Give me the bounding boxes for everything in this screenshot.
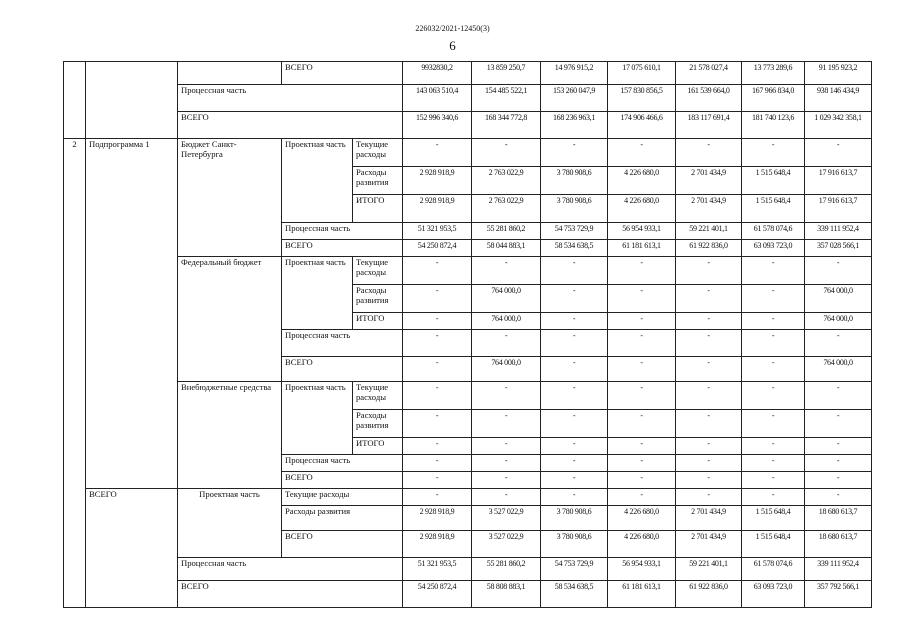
value-cell: 764 000,0 (805, 357, 872, 382)
value-cell: - (742, 382, 805, 410)
value-cell: - (541, 257, 608, 285)
table-row (64, 85, 872, 112)
value-cell: 3 780 908,6 (541, 506, 608, 531)
value-cell: - (742, 438, 805, 455)
row-label: Процессная часть (282, 223, 403, 240)
value-cell: 17 075 610,1 (608, 62, 676, 85)
project-part-label: Проектная часть (282, 257, 353, 330)
project-part-label: Проектная часть (282, 139, 353, 223)
value-cell: 183 117 691,4 (676, 112, 742, 139)
value-cell: - (403, 285, 472, 313)
value-cell: - (541, 489, 608, 506)
value-cell: 357 028 566,1 (805, 240, 872, 257)
value-cell: - (805, 410, 872, 438)
value-cell: 2 763 022,9 (472, 167, 541, 195)
value-cell: 4 226 680,0 (608, 506, 676, 531)
value-cell: - (742, 455, 805, 472)
value-cell: - (608, 357, 676, 382)
row-label: ВСЕГО (282, 472, 403, 489)
value-cell: 63 093 723,0 (742, 240, 805, 257)
table-row (64, 489, 872, 506)
row-label: Процессная часть (178, 85, 403, 112)
value-cell: 167 966 834,0 (742, 85, 805, 112)
value-cell: 152 996 340,6 (403, 112, 472, 139)
value-cell: 14 976 915,2 (541, 62, 608, 85)
value-cell: 91 195 923,2 (805, 62, 872, 85)
value-cell: - (472, 472, 541, 489)
value-cell: - (403, 489, 472, 506)
value-cell: 2 928 918,9 (403, 531, 472, 558)
value-cell: - (805, 472, 872, 489)
row-label: ВСЕГО (178, 581, 403, 608)
value-cell: 154 485 522,1 (472, 85, 541, 112)
value-cell: 2 701 434,9 (676, 195, 742, 223)
value-cell: - (676, 257, 742, 285)
value-cell: - (805, 438, 872, 455)
row-label: Расходы развития (353, 410, 403, 438)
value-cell: 764 000,0 (472, 313, 541, 330)
empty-cell (86, 62, 178, 139)
value-cell: 161 539 664,0 (676, 85, 742, 112)
value-cell: 1 515 648,4 (742, 167, 805, 195)
row-label: Процессная часть (178, 558, 403, 581)
value-cell: 51 321 953,5 (403, 558, 472, 581)
value-cell: 181 740 123,6 (742, 112, 805, 139)
row-label: ИТОГО (353, 195, 403, 223)
value-cell: - (541, 438, 608, 455)
value-cell: - (541, 285, 608, 313)
value-cell: 54 753 729,9 (541, 223, 608, 240)
value-cell: - (472, 139, 541, 167)
value-cell: 764 000,0 (472, 357, 541, 382)
value-cell: - (608, 257, 676, 285)
value-cell: - (541, 472, 608, 489)
value-cell: - (742, 139, 805, 167)
value-cell: - (541, 139, 608, 167)
value-cell: 54 250 872,4 (403, 240, 472, 257)
value-cell: 174 906 466,6 (608, 112, 676, 139)
value-cell: - (676, 285, 742, 313)
value-cell: - (403, 313, 472, 330)
value-cell: - (742, 285, 805, 313)
value-cell: - (742, 410, 805, 438)
row-label: ИТОГО (353, 438, 403, 455)
value-cell: 61 922 836,0 (676, 581, 742, 608)
value-cell: - (676, 357, 742, 382)
value-cell: - (608, 438, 676, 455)
value-cell: - (608, 382, 676, 410)
row-label: ИТОГО (353, 313, 403, 330)
value-cell: 61 922 836,0 (676, 240, 742, 257)
value-cell: - (541, 313, 608, 330)
row-label: ВСЕГО (282, 357, 403, 382)
document-id: 226032/2021-12450(3) (415, 24, 490, 33)
row-label: Текущие расходы (353, 139, 403, 167)
value-cell: - (676, 455, 742, 472)
value-cell: 1 029 342 358,1 (805, 112, 872, 139)
budget-table (63, 61, 872, 608)
row-label: ВСЕГО (282, 62, 403, 85)
row-number: 2 (64, 139, 86, 608)
value-cell: - (676, 410, 742, 438)
row-label: Процессная часть (282, 455, 403, 472)
value-cell: 51 321 953,5 (403, 223, 472, 240)
value-cell: 1 515 648,4 (742, 506, 805, 531)
value-cell: - (742, 357, 805, 382)
row-label: Процессная часть (282, 330, 403, 357)
value-cell: - (608, 489, 676, 506)
value-cell: 3 780 908,6 (541, 195, 608, 223)
value-cell: 2 928 918,9 (403, 195, 472, 223)
value-cell: - (676, 382, 742, 410)
source-label: Федеральный бюджет (178, 257, 282, 382)
value-cell: - (676, 472, 742, 489)
value-cell: 58 044 883,1 (472, 240, 541, 257)
value-cell: - (805, 330, 872, 357)
value-cell: 58 534 638,5 (541, 581, 608, 608)
value-cell: - (805, 139, 872, 167)
value-cell: - (403, 455, 472, 472)
value-cell: 2 928 918,9 (403, 167, 472, 195)
value-cell: 58 534 638,5 (541, 240, 608, 257)
value-cell: 59 221 401,1 (676, 558, 742, 581)
value-cell: 17 916 613,7 (805, 195, 872, 223)
value-cell: 339 111 952,4 (805, 223, 872, 240)
value-cell: 58 808 883,1 (472, 581, 541, 608)
row-label: ВСЕГО (282, 531, 403, 558)
value-cell: 13 773 289,6 (742, 62, 805, 85)
value-cell: 59 221 401,1 (676, 223, 742, 240)
value-cell: 168 236 963,1 (541, 112, 608, 139)
value-cell: - (403, 410, 472, 438)
value-cell: 2 928 918,9 (403, 506, 472, 531)
value-cell: 55 281 860,2 (472, 223, 541, 240)
value-cell: - (676, 313, 742, 330)
value-cell: - (676, 139, 742, 167)
value-cell: 2 763 022,9 (472, 195, 541, 223)
value-cell: 3 527 022,9 (472, 531, 541, 558)
value-cell: - (676, 489, 742, 506)
table-row (64, 257, 872, 285)
row-label: Текущие расходы (353, 257, 403, 285)
table-row (64, 558, 872, 581)
value-cell: 3 780 908,6 (541, 167, 608, 195)
value-cell: 61 578 074,6 (742, 558, 805, 581)
table-row (64, 112, 872, 139)
value-cell: 17 916 613,7 (805, 167, 872, 195)
row-label: Расходы развития (353, 285, 403, 313)
value-cell: - (805, 257, 872, 285)
value-cell: - (608, 410, 676, 438)
value-cell: - (472, 257, 541, 285)
value-cell: - (742, 313, 805, 330)
value-cell: 18 680 613,7 (805, 506, 872, 531)
value-cell: 357 792 566,1 (805, 581, 872, 608)
value-cell: - (805, 489, 872, 506)
value-cell: - (403, 357, 472, 382)
value-cell: 1 515 648,4 (742, 195, 805, 223)
value-cell: - (608, 313, 676, 330)
project-part-label: Проектная часть (178, 489, 282, 558)
table-row (64, 62, 872, 85)
value-cell: - (805, 382, 872, 410)
empty-cell (178, 62, 282, 85)
page-number: 6 (449, 38, 456, 53)
table-row (64, 382, 872, 410)
value-cell: - (608, 285, 676, 313)
value-cell: - (403, 139, 472, 167)
value-cell: - (541, 382, 608, 410)
value-cell: 2 701 434,9 (676, 167, 742, 195)
value-cell: 13 859 250,7 (472, 62, 541, 85)
value-cell: - (676, 438, 742, 455)
value-cell: 61 578 074,6 (742, 223, 805, 240)
table-row (64, 139, 872, 167)
value-cell: - (742, 330, 805, 357)
value-cell: - (742, 489, 805, 506)
total-block-label: ВСЕГО (86, 489, 178, 608)
empty-cell (64, 62, 86, 139)
value-cell: 55 281 860,2 (472, 558, 541, 581)
value-cell: - (472, 455, 541, 472)
value-cell: 2 701 434,9 (676, 531, 742, 558)
value-cell: - (742, 472, 805, 489)
row-label: Расходы развития (353, 167, 403, 195)
subprogram-name: Подпрограмма 1 (86, 139, 178, 489)
value-cell: 18 680 613,7 (805, 531, 872, 558)
value-cell: - (805, 455, 872, 472)
value-cell: 61 181 613,1 (608, 240, 676, 257)
value-cell: 157 830 856,5 (608, 85, 676, 112)
project-part-label: Проектная часть (282, 382, 353, 455)
value-cell: 61 181 613,1 (608, 581, 676, 608)
value-cell: - (472, 438, 541, 455)
source-label: Внебюджетные средства (178, 382, 282, 489)
value-cell: 3 527 022,9 (472, 506, 541, 531)
value-cell: 56 954 933,1 (608, 558, 676, 581)
value-cell: 764 000,0 (472, 285, 541, 313)
value-cell: - (608, 455, 676, 472)
value-cell: 63 093 723,0 (742, 581, 805, 608)
value-cell: - (608, 139, 676, 167)
value-cell: - (403, 257, 472, 285)
value-cell: 4 226 680,0 (608, 531, 676, 558)
row-label: Текущие расходы (353, 382, 403, 410)
value-cell: 153 260 047,9 (541, 85, 608, 112)
value-cell: 143 063 510,4 (403, 85, 472, 112)
value-cell: 4 226 680,0 (608, 195, 676, 223)
value-cell: 21 578 027,4 (676, 62, 742, 85)
row-label: ВСЕГО (178, 112, 403, 139)
row-label: Текущие расходы (282, 489, 403, 506)
value-cell: 168 344 772,8 (472, 112, 541, 139)
value-cell: - (403, 438, 472, 455)
value-cell: 3 780 908,6 (541, 531, 608, 558)
value-cell: 764 000,0 (805, 313, 872, 330)
value-cell: - (472, 382, 541, 410)
value-cell: - (472, 410, 541, 438)
value-cell: - (541, 357, 608, 382)
value-cell: 4 226 680,0 (608, 167, 676, 195)
value-cell: 54 250 872,4 (403, 581, 472, 608)
value-cell: - (472, 489, 541, 506)
value-cell: 2 701 434,9 (676, 506, 742, 531)
value-cell: 339 111 952,4 (805, 558, 872, 581)
value-cell: - (541, 330, 608, 357)
value-cell: - (608, 330, 676, 357)
source-label: Бюджет Санкт-Петербурга (178, 139, 282, 257)
value-cell: 1 515 648,4 (742, 531, 805, 558)
value-cell: 764 000,0 (805, 285, 872, 313)
table-row (64, 581, 872, 608)
value-cell: - (541, 410, 608, 438)
value-cell: - (403, 330, 472, 357)
value-cell: 54 753 729,9 (541, 558, 608, 581)
value-cell: - (676, 330, 742, 357)
row-label: Расходы развития (282, 506, 403, 531)
value-cell: 938 146 434,9 (805, 85, 872, 112)
value-cell: - (742, 257, 805, 285)
value-cell: - (541, 455, 608, 472)
value-cell: - (403, 382, 472, 410)
value-cell: - (608, 472, 676, 489)
row-label: ВСЕГО (282, 240, 403, 257)
value-cell: - (472, 330, 541, 357)
value-cell: 9932830,2 (403, 62, 472, 85)
value-cell: 56 954 933,1 (608, 223, 676, 240)
value-cell: - (403, 472, 472, 489)
